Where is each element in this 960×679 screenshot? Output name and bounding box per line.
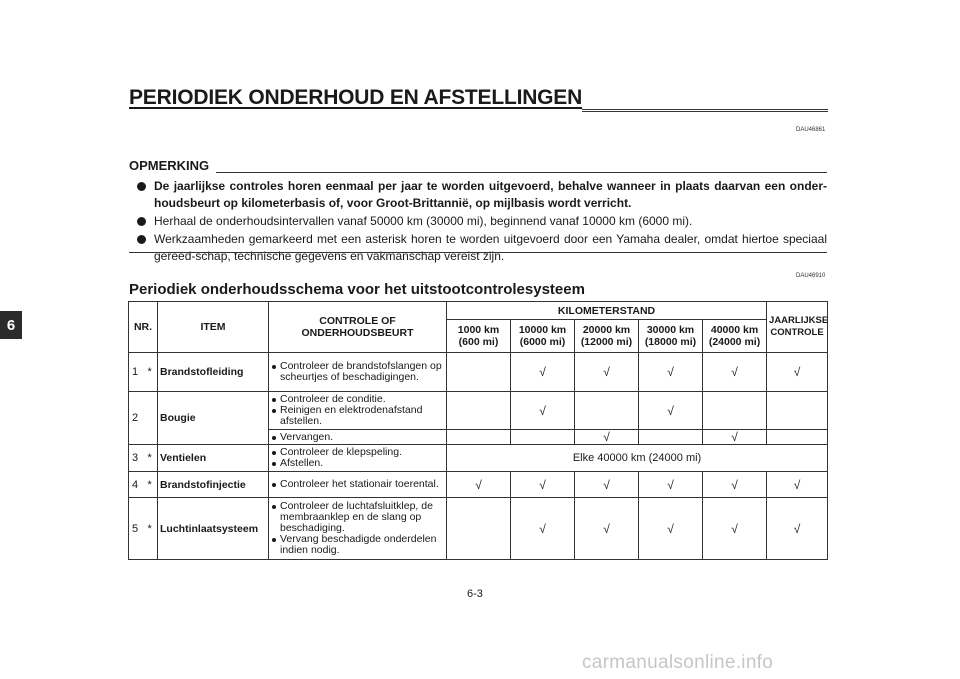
header-nr: NR.	[129, 302, 158, 353]
table-row	[129, 392, 828, 430]
check-cell	[703, 392, 767, 430]
interval-mi: (600 mi)	[458, 336, 499, 348]
row-controls	[269, 445, 447, 472]
row-number: 3	[129, 445, 145, 472]
interval-km: 40000 km	[710, 324, 759, 336]
check-cell: √	[639, 498, 703, 560]
dealer-asterisk	[145, 392, 158, 445]
note-rule	[216, 172, 827, 173]
interval-km: 10000 km	[518, 324, 567, 336]
interval-mi: (18000 mi)	[644, 336, 697, 348]
interval-mi: (6000 mi)	[519, 336, 566, 348]
check-cell: √	[639, 472, 703, 498]
chapter-tab[interactable]: 6	[0, 311, 22, 339]
table-row	[129, 353, 828, 392]
control-step: Controleer de klepspeling.	[271, 447, 444, 458]
row-item: Bougie	[158, 392, 269, 445]
row-item: Ventielen	[158, 445, 269, 472]
row-controls	[269, 498, 447, 560]
maintenance-table	[128, 301, 828, 560]
check-cell: √	[575, 430, 639, 445]
check-cell	[639, 430, 703, 445]
row-number: 5	[129, 498, 145, 560]
check-cell: √	[511, 392, 575, 430]
table-row	[129, 445, 828, 472]
watermark: carmanualsonline.info	[582, 652, 774, 673]
header-interval	[447, 320, 511, 353]
check-cell: √	[703, 472, 767, 498]
page-number: 6-3	[467, 588, 483, 600]
dealer-asterisk: *	[145, 445, 158, 472]
row-controls	[269, 353, 447, 392]
note-heading: OPMERKING	[129, 158, 210, 173]
control-step: Controleer de luchtafsluitklep, de membraanklep en de slang op beschadiging.	[271, 501, 444, 534]
interval-km: 20000 km	[582, 324, 631, 336]
page-title: PERIODIEK ONDERHOUD EN AFSTELLINGEN	[129, 86, 583, 109]
check-cell	[447, 353, 511, 392]
control-step: Controleer de conditie.	[271, 394, 444, 405]
header-interval	[639, 320, 703, 353]
header-item: ITEM	[158, 302, 269, 353]
table-row	[129, 498, 828, 560]
check-cell: √	[447, 472, 511, 498]
check-cell	[575, 392, 639, 430]
control-step: Reinigen en elektrodenafstand afstellen.	[271, 405, 444, 427]
bullet-icon	[137, 217, 146, 226]
control-step: Vervang beschadigde onderdelen indien nodig.	[271, 534, 444, 556]
check-cell: √	[767, 498, 828, 560]
check-cell: √	[575, 353, 639, 392]
header-interval	[511, 320, 575, 353]
check-cell: √	[767, 472, 828, 498]
interval-km: 1000 km	[457, 324, 500, 336]
control-step: Controleer de brandstofslangen op scheurtjes of beschadigingen.	[271, 361, 444, 383]
check-cell	[447, 498, 511, 560]
dealer-asterisk: *	[145, 498, 158, 560]
check-cell	[511, 430, 575, 445]
check-cell: √	[703, 353, 767, 392]
note-item	[137, 231, 827, 265]
check-cell	[767, 392, 828, 430]
header-interval	[575, 320, 639, 353]
check-cell: √	[703, 430, 767, 445]
row-number: 1	[129, 353, 145, 392]
table-row	[129, 472, 828, 498]
note-item	[137, 213, 827, 230]
note-item-text: Herhaal de onderhoudsintervallen vanaf 50000 km (30000 mi), beginnend vanaf 10000 km (6000 mi).	[154, 214, 693, 228]
check-cell	[447, 430, 511, 445]
header-odometer: KILOMETERSTAND	[447, 302, 767, 320]
check-cell: √	[575, 472, 639, 498]
interval-note: Elke 40000 km (24000 mi)	[447, 445, 828, 472]
bullet-icon	[137, 182, 146, 191]
interval-mi: (12000 mi)	[580, 336, 633, 348]
row-number: 4	[129, 472, 145, 498]
title-rule	[582, 109, 828, 112]
control-step: Controleer het stationair toerental.	[271, 479, 444, 490]
row-item: Brandstofinjectie	[158, 472, 269, 498]
check-cell: √	[511, 498, 575, 560]
check-cell: √	[639, 392, 703, 430]
dealer-asterisk: *	[145, 472, 158, 498]
check-cell: √	[511, 472, 575, 498]
header-control: CONTROLE OF ONDERHOUDSBEURT	[269, 302, 447, 353]
row-item: Luchtinlaatsysteem	[158, 498, 269, 560]
note-item-text: Werkzaamheden gemarkeerd met een asterisk horen te worden uitgevoerd door een Yamaha dealer, omdat hiertoe speciaal gereed-schap, technische gegevens en vakmanschap vereist zijn.	[154, 232, 827, 263]
header-interval	[703, 320, 767, 353]
dealer-asterisk: *	[145, 353, 158, 392]
check-cell: √	[575, 498, 639, 560]
note-item	[137, 178, 827, 212]
check-cell	[767, 430, 828, 445]
note-bottom-rule	[129, 252, 827, 253]
row-controls	[269, 430, 447, 445]
note-item-text: De jaarlijkse controles horen eenmaal per jaar te worden uitgevoerd, behalve wanneer in plaats daarvan een onder-houdsbeurt op kilometerbasis of, voor Groot-Brittannië, op mijlbasis wordt verricht.	[154, 179, 827, 210]
check-cell: √	[511, 353, 575, 392]
section-title: Periodiek onderhoudsschema voor het uitstootcontrolesysteem	[129, 281, 585, 298]
header-annual: JAARLIJKSE CONTROLE	[767, 302, 828, 353]
doc-code-top: DAU46861	[796, 127, 826, 133]
row-controls	[269, 472, 447, 498]
check-cell: √	[767, 353, 828, 392]
bullet-icon	[137, 235, 146, 244]
row-controls	[269, 392, 447, 430]
check-cell: √	[703, 498, 767, 560]
check-cell: √	[639, 353, 703, 392]
row-number: 2	[129, 392, 145, 445]
control-step: Afstellen.	[271, 458, 444, 469]
row-item: Brandstofleiding	[158, 353, 269, 392]
check-cell	[447, 392, 511, 430]
doc-code-section: DAU46910	[796, 273, 826, 279]
interval-km: 30000 km	[646, 324, 695, 336]
interval-mi: (24000 mi)	[708, 336, 761, 348]
control-step: Vervangen.	[271, 432, 444, 443]
